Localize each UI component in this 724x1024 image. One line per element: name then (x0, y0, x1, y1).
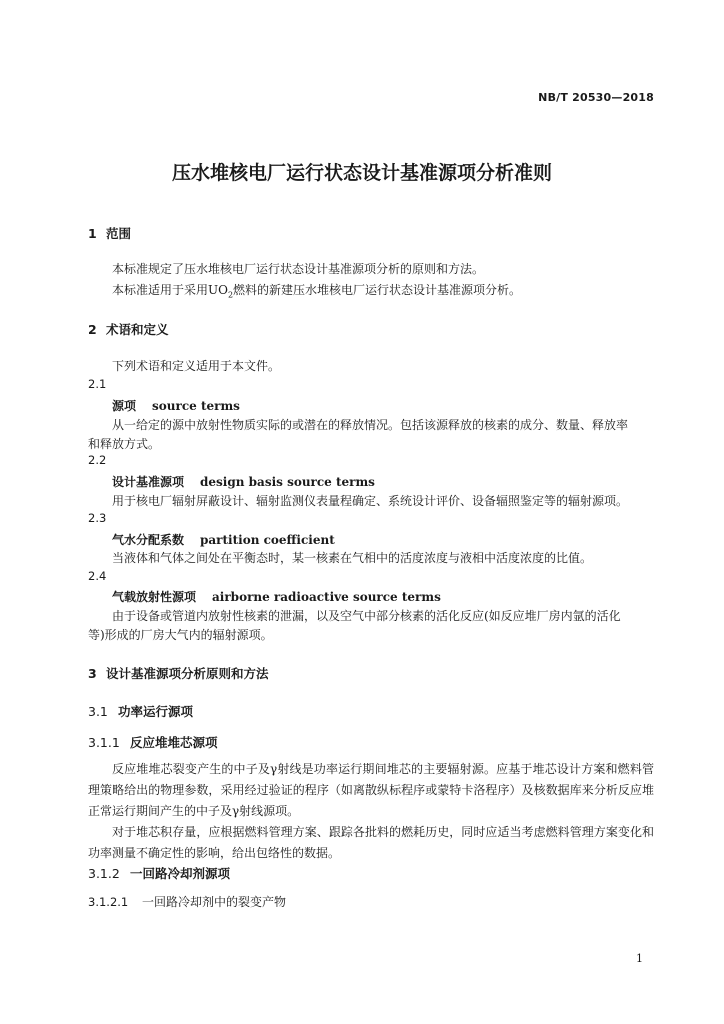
section-2-number: 2 (88, 322, 97, 337)
term-zh: 设计基准源项 (112, 475, 185, 489)
term-en: airborne radioactive source terms (212, 590, 441, 604)
term-heading (112, 473, 375, 490)
section-3-1-2-number: 3.1.2 (88, 866, 120, 881)
term-number: 2.4 (88, 569, 107, 583)
section-3-number: 3 (88, 666, 97, 681)
term-zh: 气水分配系数 (112, 533, 185, 547)
scope-paragraph-1: 本标准规定了压水堆核电厂运行状态设计基准源项分析的原则和方法。 (112, 262, 485, 276)
section-3-1-title: 功率运行源项 (118, 704, 194, 719)
term-number: 2.1 (88, 377, 107, 391)
term-definition-cont: 和释放方式。 (88, 437, 161, 451)
section-1-number: 1 (88, 226, 97, 241)
section-3-1-2-1-title: 一回路冷却剂中的裂变产物 (142, 895, 287, 909)
term-heading (112, 397, 240, 414)
term-en: partition coefficient (200, 533, 335, 547)
section-3-1-number: 3.1 (88, 704, 108, 719)
section-3-1-1-title: 反应堆堆芯源项 (130, 735, 218, 750)
terms-intro: 下列术语和定义适用于本文件。 (112, 359, 281, 373)
section-2-heading (88, 320, 169, 338)
core-source-paragraph-1: 反应堆堆芯裂变产生的中子及γ射线是功率运行期间堆芯的主要辐射源。应基于堆芯设计方案和燃料管理策略给出的物理参数，采用经过验证的程序（如离散纵标程序或蒙特卡洛程序）及核数据库来分析反应堆正常运行期间产生的中子及γ射线源项。 (88, 762, 654, 818)
term-heading (112, 588, 441, 605)
term-definition: 用于核电厂辐射屏蔽设计、辐射监测仪表量程确定、系统设计评价、设备辐照鉴定等的辐射源项。 (112, 494, 629, 508)
term-definition-cont: 等)形成的厂房大气内的辐射源项。 (88, 628, 273, 642)
scope-p2-subscript: 2 (227, 290, 234, 300)
term-number: 2.2 (88, 453, 107, 467)
scope-p2-part-b: 燃料的新建压水堆核电厂运行状态设计基准源项分析。 (233, 283, 522, 297)
section-1-title: 范围 (106, 226, 132, 241)
term-number: 2.3 (88, 511, 107, 525)
term-definition: 当液体和气体之间处在平衡态时，某一核素在气相中的活度浓度与液相中活度浓度的比值。 (112, 551, 593, 565)
page-number: 1 (636, 952, 643, 965)
section-3-1-1-heading (88, 733, 218, 751)
document-title: 压水堆核电厂运行状态设计基准源项分析准则 (171, 162, 552, 184)
section-2-title: 术语和定义 (106, 322, 169, 337)
term-heading (112, 531, 335, 548)
term-en: source terms (152, 399, 240, 413)
section-3-1-heading (88, 702, 193, 720)
scope-p2-part-a: 本标准适用于采用UO (112, 283, 228, 297)
term-zh: 源项 (112, 399, 137, 413)
section-1-heading (88, 224, 131, 242)
section-3-title: 设计基准源项分析原则和方法 (106, 666, 269, 681)
section-3-heading (88, 664, 269, 682)
section-3-1-2-heading (88, 864, 230, 882)
standard-number: NB/T 20530—2018 (538, 91, 654, 104)
term-en: design basis source terms (200, 475, 375, 489)
scope-paragraph-2 (112, 280, 521, 305)
section-3-1-2-1-heading (88, 893, 286, 910)
term-zh: 气载放射性源项 (112, 590, 197, 604)
core-source-paragraph-2: 对于堆芯积存量，应根据燃料管理方案、跟踪各批料的燃耗历史，同时应适当考虑燃料管理方案变化和功率测量不确定性的影响，给出包络性的数据。 (88, 825, 654, 860)
section-3-1-2-1-number: 3.1.2.1 (88, 895, 129, 909)
section-3-1-2-title: 一回路冷却剂源项 (130, 866, 231, 881)
term-definition: 从一给定的源中放射性物质实际的或潜在的释放情况。包括该源释放的核素的成分、数量、释放率 (112, 418, 629, 432)
section-3-1-1-number: 3.1.1 (88, 735, 120, 750)
term-definition: 由于设备或管道内放射性核素的泄漏，以及空气中部分核素的活化反应(如反应堆厂房内氩的活化 (112, 609, 621, 623)
